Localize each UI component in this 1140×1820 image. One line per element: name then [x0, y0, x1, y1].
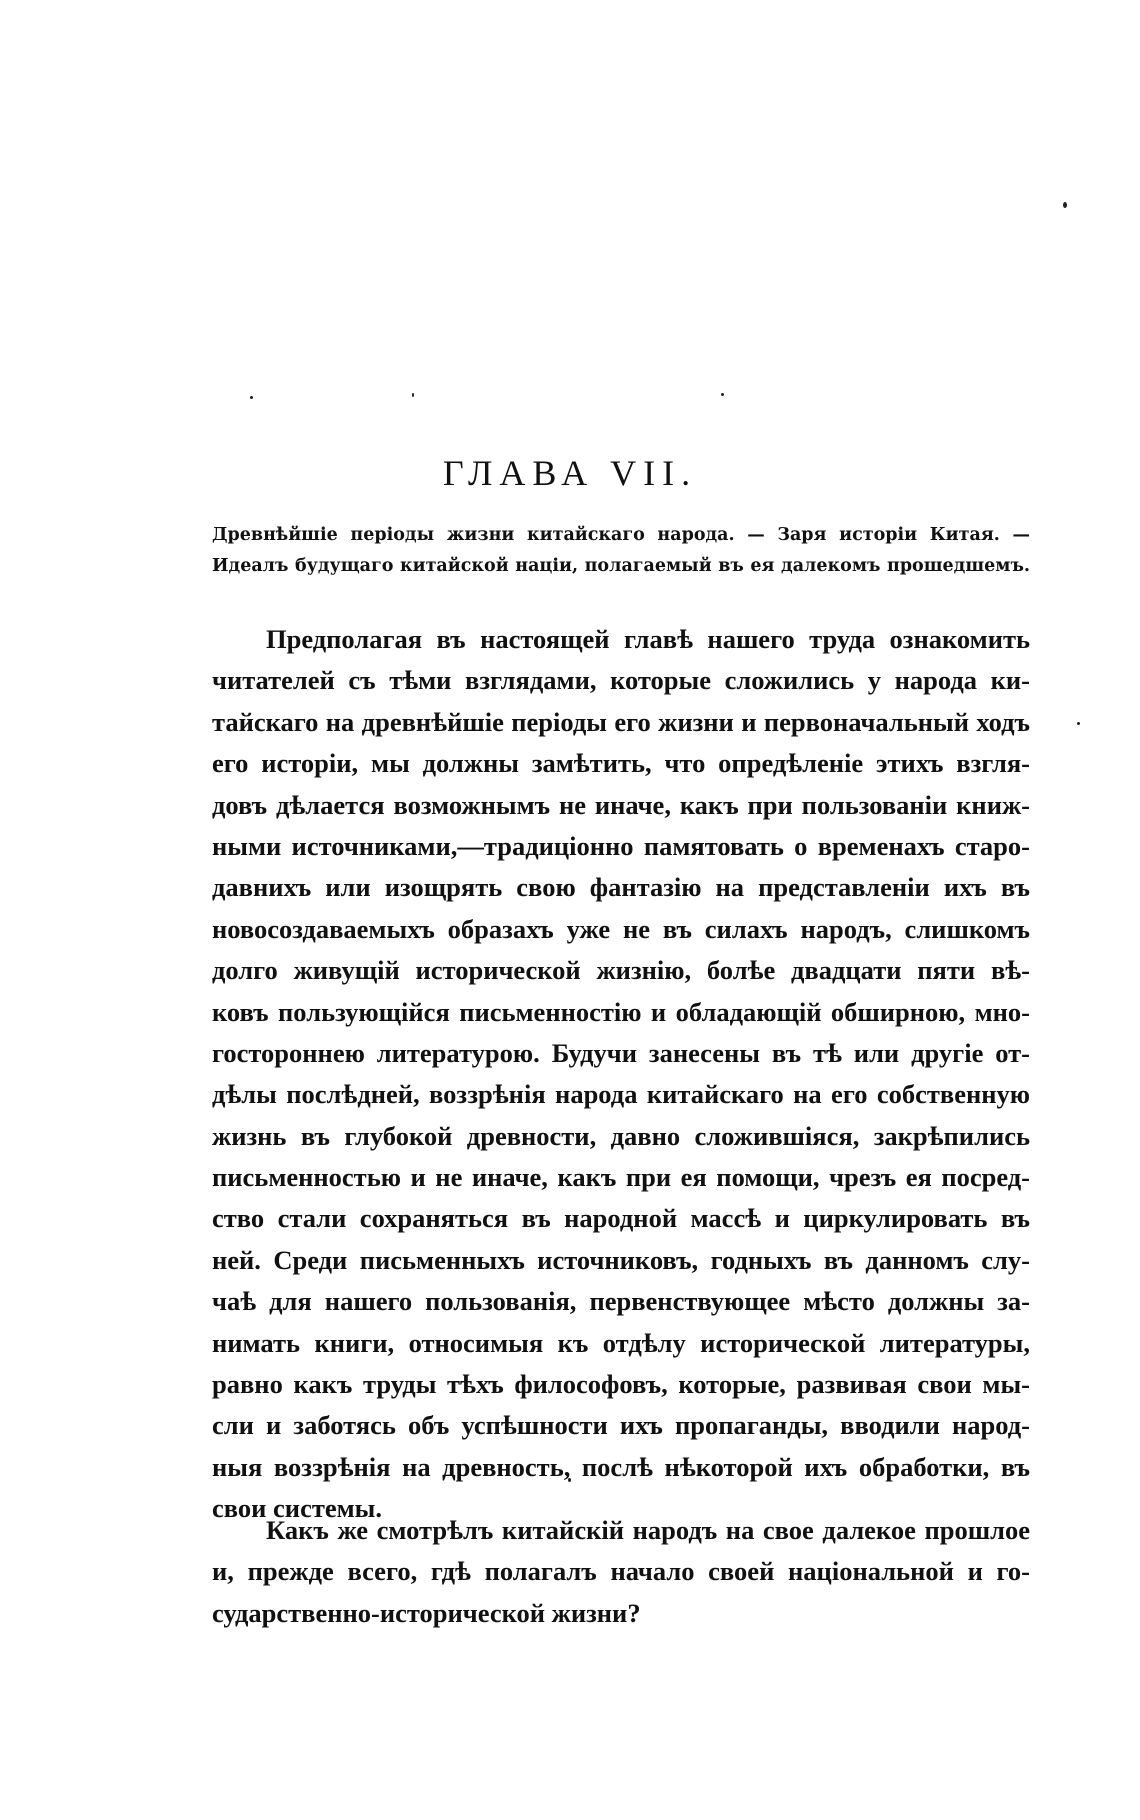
chapter-title: ГЛАВА VII. — [442, 453, 698, 493]
text-line: ство стали сохраняться въ народной массѣ и циркулировать въ — [212, 1203, 1030, 1234]
text-line: долго живущій исторической жизнію, болѣе двадцати пяти вѣ- — [212, 955, 1030, 986]
text-line: читателей съ тѣми взглядами, которые сложились у народа ки- — [212, 665, 1030, 696]
summary-line: Древнѣйшіе періоды жизни китайскаго народа. — Заря исторіи Китая. — — [212, 525, 1030, 545]
text-line: сударственно-исторической жизни? — [212, 1597, 641, 1628]
chapter-summary — [212, 520, 1030, 582]
paragraph-2 — [212, 1510, 1030, 1634]
text-line: ней. Среди письменныхъ источниковъ, годныхъ въ данномъ слу- — [212, 1244, 1030, 1275]
summary-line: Идеалъ будущаго китайской націи, полагаемый въ ея далекомъ прошедшемъ. — [212, 556, 1030, 576]
text-line: чаѣ для нашего пользованія, первенствующее мѣсто должны за- — [212, 1286, 1030, 1317]
text-line: и, прежде всего, гдѣ полагалъ начало своей національной и го- — [212, 1556, 1030, 1587]
text-line: Какъ же смотрѣлъ китайскій народъ на свое далекое прошлое — [266, 1515, 1030, 1545]
text-line: гостороннею литературою. Будучи занесены въ тѣ или другіе от- — [212, 1037, 1030, 1068]
text-line: письменностью и не иначе, какъ при ея помощи, чрезъ ея посред- — [212, 1162, 1030, 1193]
speck — [721, 393, 724, 396]
text-line: ными источниками,—традиціонно памятовать о временахъ старо- — [212, 830, 1030, 861]
text-line: свои системы. — [212, 1493, 382, 1524]
text-line: новосоздаваемыхъ образахъ уже не въ силахъ народъ, слишкомъ — [212, 913, 1030, 944]
paragraph-1 — [212, 619, 1030, 1530]
text-line: Предполагая въ настоящей главѣ нашего труда ознакомить — [266, 624, 1030, 654]
speck — [1077, 722, 1080, 725]
text-line: нимать книги, относимыя къ отдѣлу исторической литературы, — [212, 1327, 1030, 1358]
text-line: равно какъ труды тѣхъ философовъ, которые, развивая свои мы- — [212, 1369, 1030, 1400]
text-line: давнихъ или изощрять свою фантазію на представленіи ихъ въ — [212, 872, 1030, 903]
text-line: ныя воззрѣнія на древность, послѣ нѣкоторой ихъ обработки, въ — [212, 1451, 1030, 1482]
text-line: дѣлы послѣдней, воззрѣнія народа китайскаго на его собственную — [212, 1079, 1030, 1110]
text-line: довъ дѣлается возможнымъ не иначе, какъ при пользованіи книж- — [212, 789, 1030, 820]
text-line: тайскаго на древнѣйшіе періоды его жизни и первоначальный ходъ — [212, 706, 1030, 737]
speck — [412, 393, 414, 397]
text-line: его исторіи, мы должны замѣтить, что опредѣленіе этихъ взгля- — [212, 748, 1030, 779]
text-line: сли и заботясь объ успѣшности ихъ пропаганды, вводили народ- — [212, 1410, 1030, 1441]
speck — [1063, 202, 1067, 208]
speck — [250, 396, 253, 399]
text-line: жизнь въ глубокой древности, давно сложившіяся, закрѣпились — [212, 1120, 1030, 1151]
text-line: ковъ пользующійся письменностію и обладающій обширною, мно- — [212, 996, 1030, 1027]
